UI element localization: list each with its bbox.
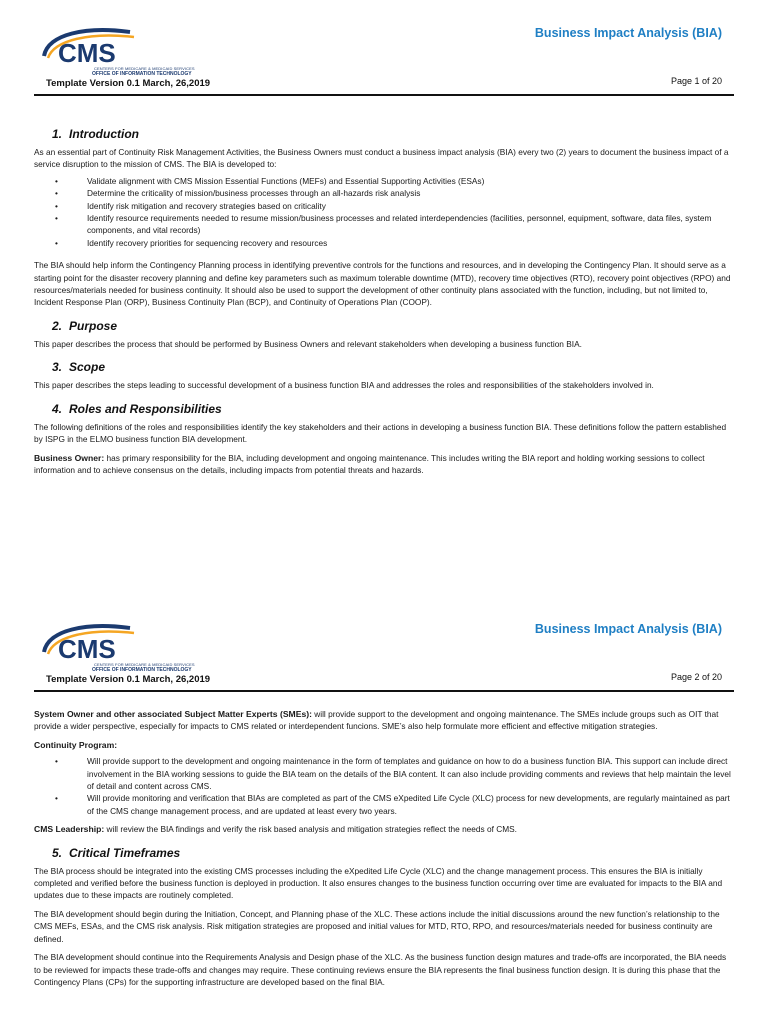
section-heading-introduction: 1. Introduction bbox=[52, 127, 139, 141]
header-divider bbox=[34, 690, 734, 692]
list-item: • Identify risk mitigation and recovery strategies based on criticality bbox=[34, 200, 734, 212]
logo-subtitle: CENTERS FOR MEDICARE & MEDICAID SERVICES bbox=[94, 66, 195, 71]
timeframes-paragraph-3: The BIA development should continue into the Requirements Analysis and Design phase of the XLC. As the business function design matures and trade-offs are incorporated, the BIA needs to be reviewed for impacts these trade-offs and changes may require. These continuing reviews ensure the BIA represents the final business function design. It is during this phase that the Contingency Plans (CPs) for the supporting infrastructure are developed based on the final BIA. bbox=[34, 952, 727, 987]
list-item: • Identify recovery priorities for sequencing recovery and resources bbox=[34, 237, 734, 249]
document-title: Business Impact Analysis (BIA) bbox=[534, 622, 722, 636]
continuity-program-term: Continuity Program: bbox=[34, 739, 118, 750]
intro-paragraph: As an essential part of Continuity Risk Management Activities, the Business Owners must conduct a business impact analysis (BIA) every two (2) years to document the business impact of a service disruption to the mission of CMS. The BIA is developed to: bbox=[34, 147, 729, 170]
logo-text: CMS bbox=[58, 38, 116, 68]
sme-term: System Owner and other associated Subject Matter Experts (SMEs): bbox=[34, 709, 312, 719]
page-body bbox=[34, 708, 734, 992]
list-item: • Determine the criticality of mission/business processes through an all-hazards risk analysis bbox=[34, 187, 734, 199]
page-header bbox=[0, 0, 768, 100]
timeframes-paragraph-1: The BIA process should be integrated into the existing CMS processes including the eXpedited Life Cycle (XLC) and the change management process. This ensures the BIA is initially completed and verified before the business function is deployed in production. It also ensures changes to the business function occurring over time are evaluated for impacts to the BIA and updates due to these impacts are routinely completed. bbox=[34, 865, 723, 901]
logo-office: OFFICE OF INFORMATION TECHNOLOGY bbox=[92, 71, 192, 77]
template-version: Template Version 0.1 March, 26,2019 bbox=[46, 78, 211, 89]
cms-leadership-paragraph: CMS Leadership: will review the BIA findings and verify the risk based analysis and mitigation strategies reflect the needs of CMS. bbox=[34, 824, 517, 835]
continuity-program-list bbox=[34, 755, 734, 817]
page-number: Page 2 of 20 bbox=[670, 672, 722, 682]
cms-logo bbox=[38, 622, 195, 674]
section-heading-roles: 4. Roles and Responsibilities bbox=[52, 401, 222, 416]
business-owner-paragraph: Business Owner: has primary responsibility for the BIA, including development and ongoing maintenance. This includes writing the BIA report and holding working sessions to collect information and to achieve consensus on the details, including impacts from potential threats and hazards. bbox=[34, 452, 705, 475]
section-heading-critical-timeframes: 5. Critical Timeframes bbox=[52, 845, 181, 860]
logo-subtitle: CENTERS FOR MEDICARE & MEDICAID SERVICES bbox=[94, 662, 195, 667]
header-divider bbox=[34, 94, 734, 96]
page-body bbox=[34, 126, 734, 480]
logo-office: OFFICE OF INFORMATION TECHNOLOGY bbox=[92, 667, 192, 673]
document-page-2 bbox=[0, 596, 768, 1024]
bia-purpose-list bbox=[34, 175, 734, 249]
sme-paragraph: System Owner and other associated Subject Matter Experts (SMEs): will provide support to the development and ongoing maintenance. The SMEs include groups such as OIT that provide a wider perspective, especially for impacts to CMS related or interdependent funcions. SME’s also help formulate more efficient and effective mitigation strategies. bbox=[34, 709, 719, 732]
roles-paragraph: The following definitions of the roles and responsibilities identify the key stakeholders and their actions in developing a business function BIA. These definitions follow the pattern established by ISPG in the ELMO business function BIA development. bbox=[34, 421, 727, 445]
list-item: • Will provide support to the development and ongoing maintenance in the form of templates and guidance on how to do a business function BIA. This support can include direct involvement in the BIA working sessions to guide the BIA team on the details of the BIA content. It can also include providing comments and reviews that help maintain the level of detail and content across CMS. bbox=[34, 755, 734, 792]
intro-paragraph-2: The BIA should help inform the Contingency Planning process in identifying preventive controls for the functions and resources, and in developing the Contingency Plan. It should serve as a starting point for the disaster recovery planning and define key parameters such as maximum tolerable downtime (MTD), recovery time objectives (RTO), recovery point objectives (RPO) and resources/materials needed for business continuity. It should also be used to support the development of other continuity plans associated with the function, including, but not limited to, Incident Response Plan (ORP), Business Continuity Plan (BCP), and Continuity of Operations Plan (COOP). bbox=[34, 260, 731, 308]
cms-logo bbox=[38, 26, 195, 78]
page-header bbox=[0, 596, 768, 696]
cms-leadership-term: CMS Leadership: bbox=[34, 824, 105, 835]
section-heading-purpose: 2. Purpose bbox=[52, 318, 118, 333]
timeframes-paragraph-2: The BIA development should begin during the Initiation, Concept, and Planning phase of the XLC. These actions include the initial discussions around the new function’s relationship to the CMS MEFs, ESAs, and the CMS risk analysis. Risk mitigation strategies are proposed and initial values for MTD, RTO, RPO, and resources/materials needed for business continuity are defined. bbox=[34, 908, 720, 944]
template-version: Template Version 0.1 March, 26,2019 bbox=[46, 674, 211, 685]
list-item: • Validate alignment with CMS Mission Essential Functions (MEFs) and Essential Supporting Activities (ESAs) bbox=[34, 175, 734, 187]
page-number: Page 1 of 20 bbox=[670, 76, 722, 86]
purpose-paragraph: This paper describes the process that should be performed by Business Owners and relevant stakeholders when developing a business function BIA. bbox=[34, 338, 582, 349]
scope-paragraph: This paper describes the steps leading to successful development of a business function BIA and addresses the roles and responsibilities of the stakeholders involved in. bbox=[34, 380, 654, 391]
business-owner-term: Business Owner: bbox=[34, 452, 105, 463]
section-heading-scope: 3. Scope bbox=[52, 360, 106, 375]
logo-text: CMS bbox=[58, 634, 116, 664]
list-item: • Will provide monitoring and verification that BIAs are completed as part of the CMS eXpedited Life Cycle (XLC) process for new developments, are regularly maintained as part of the CMS change management process, and are updated at least every two years. bbox=[34, 792, 734, 817]
list-item: • Identify resource requirements needed to resume mission/business processes and related interdependencies (facilities, personnel, equipment, software, data files, system components, and vital records) bbox=[34, 212, 734, 237]
document-title: Business Impact Analysis (BIA) bbox=[534, 26, 722, 40]
